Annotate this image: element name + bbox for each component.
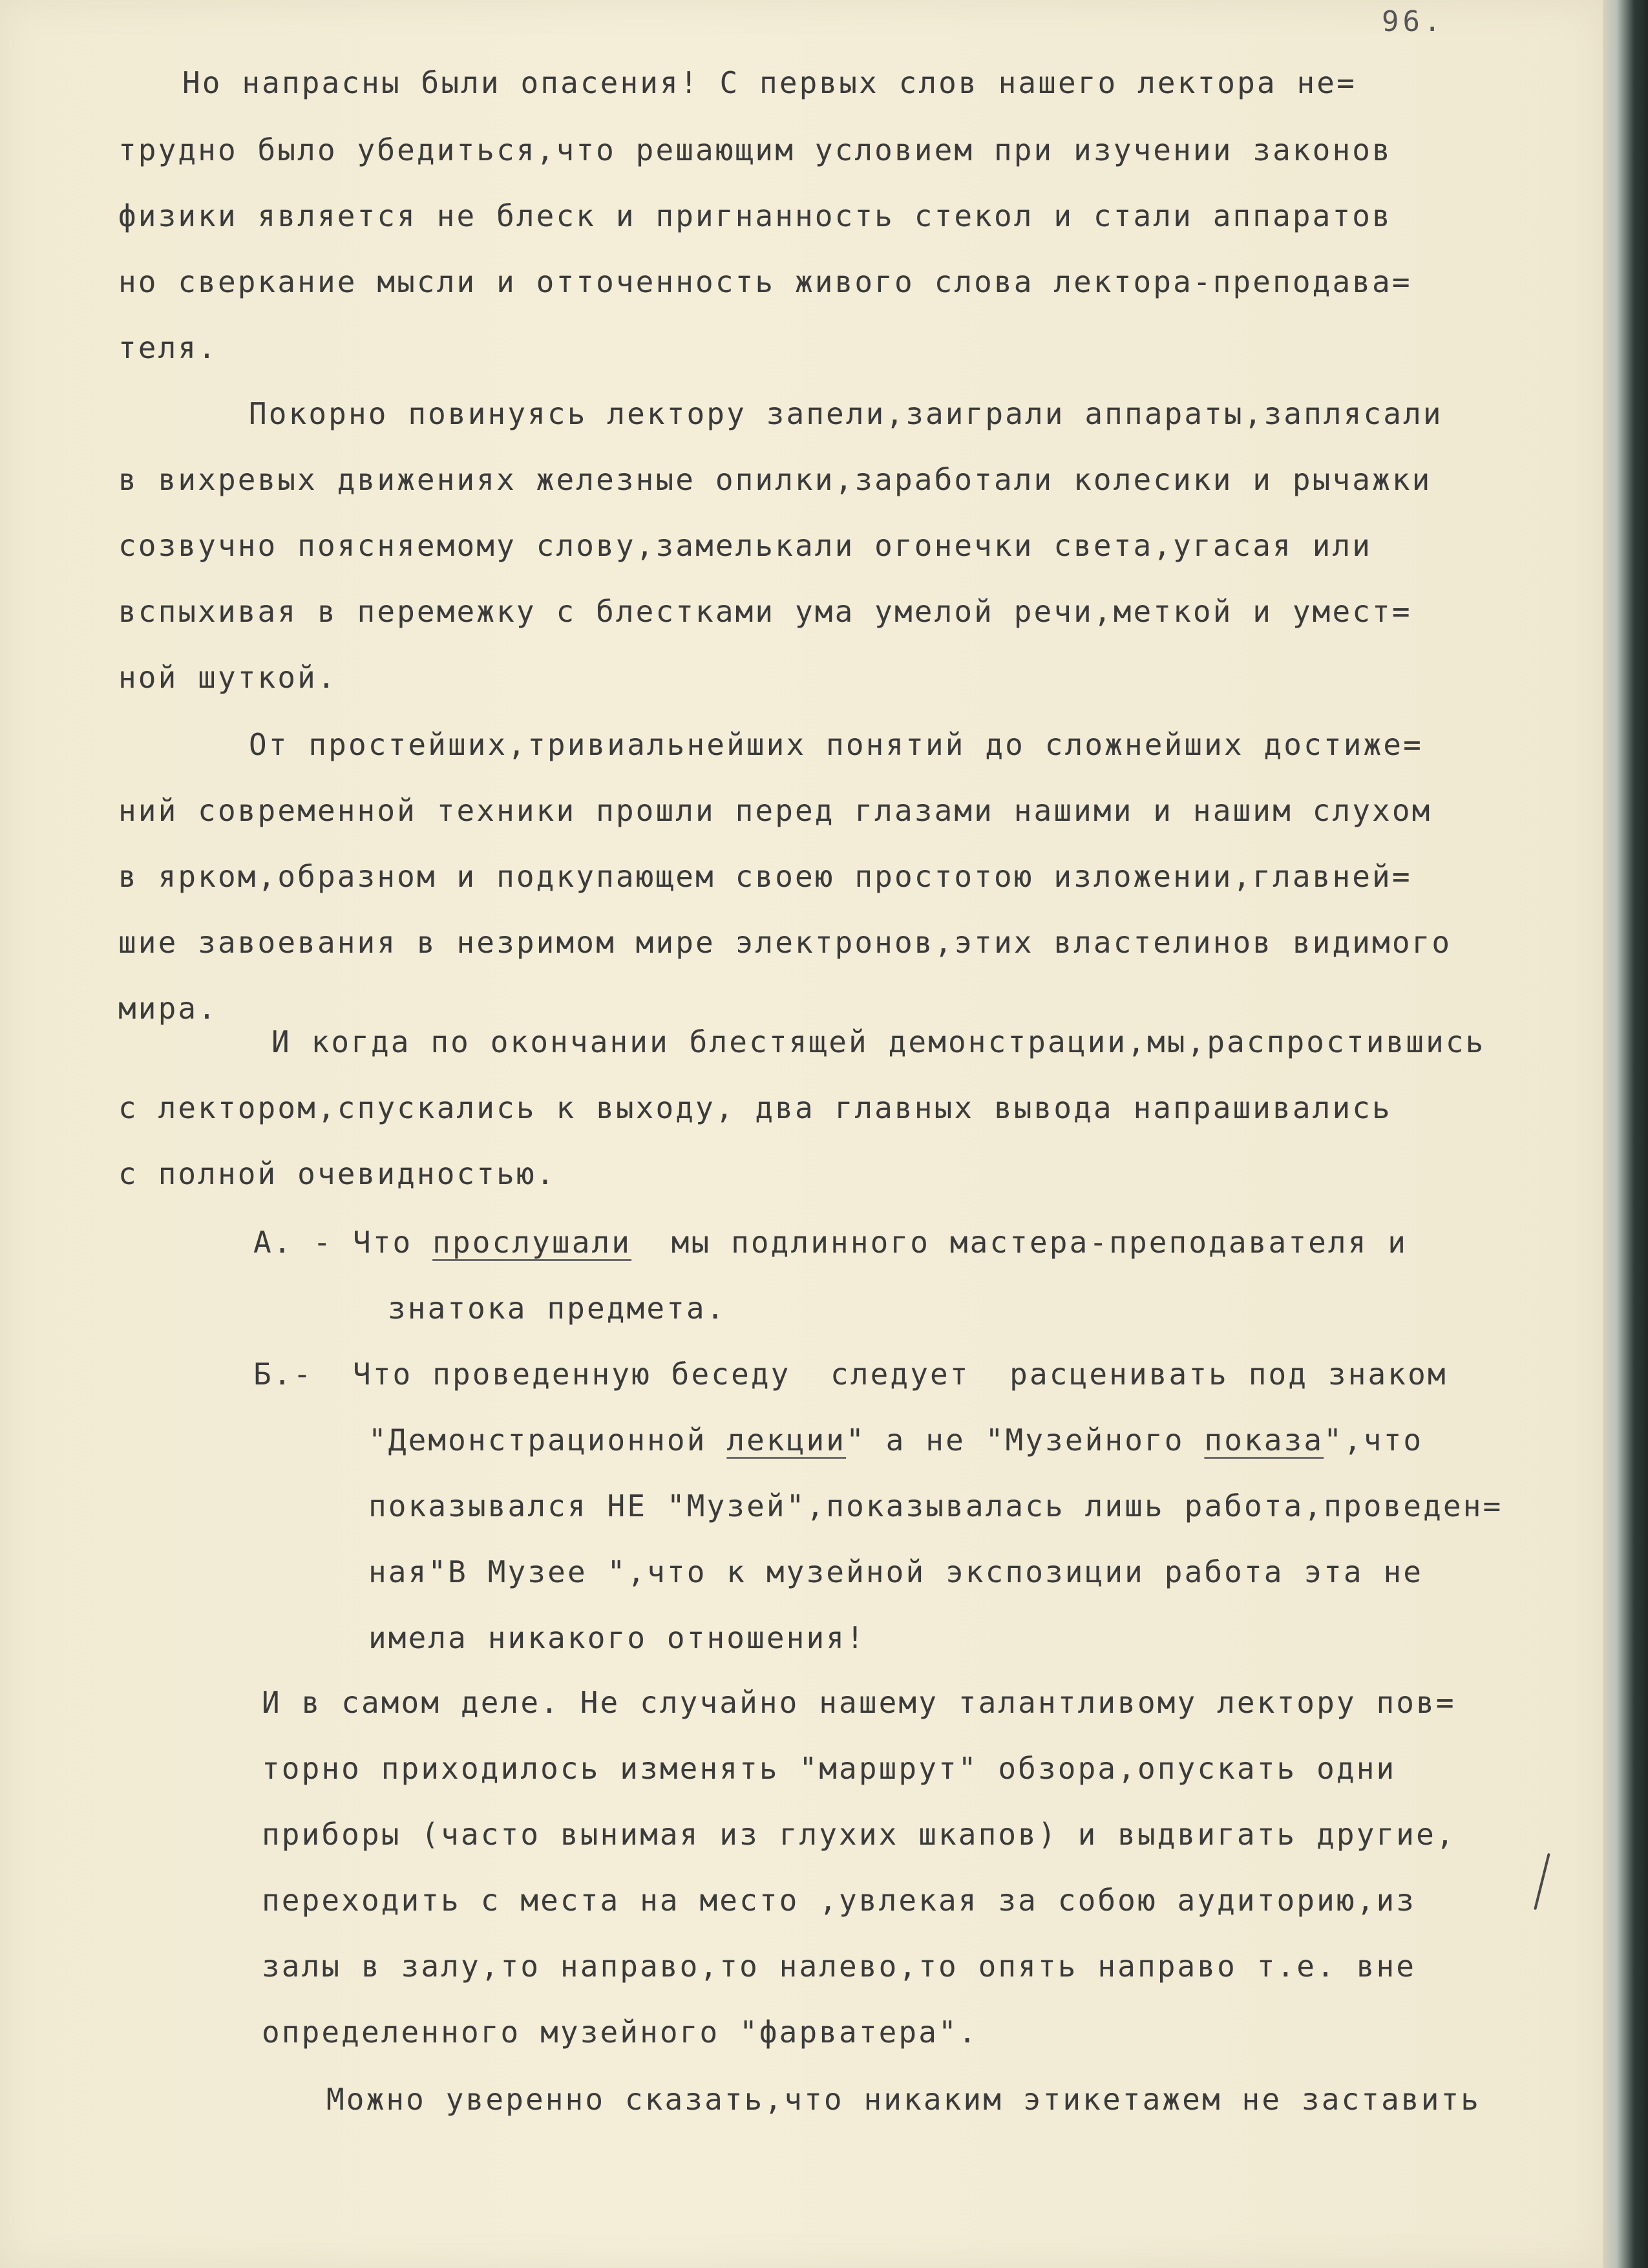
text-line	[262, 1816, 1456, 1852]
text-line	[118, 132, 1392, 168]
text-line	[368, 1488, 1503, 1524]
text-segment: Можно уверенно сказать,что никаким этикетажем не заставить	[326, 2082, 1481, 2117]
text-segment: знатока предмета.	[388, 1291, 726, 1326]
text-segment: созвучно поясняемому слову,замелькали огонечки света,угасая или	[118, 528, 1373, 563]
text-line	[326, 2081, 1481, 2117]
text-line	[118, 990, 218, 1026]
text-line	[118, 659, 337, 695]
text-segment: переходить с места на место ,увлекая за собою аудиторию,из	[262, 1883, 1417, 1918]
page-edge-background	[1603, 0, 1648, 2268]
text-line	[182, 65, 1357, 101]
text-line	[253, 1224, 1408, 1260]
text-line	[118, 527, 1372, 564]
underlined-word: лекции	[726, 1423, 847, 1457]
text-segment: вспыхивая в перемежку с блестками ума умелой речи,меткой и умест=	[118, 594, 1412, 629]
text-segment: имела никакого отношения!	[368, 1620, 866, 1655]
text-line	[118, 1156, 556, 1192]
text-segment: мира.	[118, 991, 218, 1026]
text-line	[262, 1684, 1456, 1721]
text-segment: в ярком,образном и подкупающем своею простотою изложении,главней=	[118, 859, 1412, 894]
text-segment: ная"В Музее ",что к музейной экспозиции работа эта не	[368, 1554, 1424, 1589]
text-segment: Покорно повинуясь лектору запели,заиграли аппараты,заплясали	[249, 396, 1443, 431]
text-line	[249, 396, 1443, 432]
text-segment: определенного музейного "фарватера".	[262, 2015, 978, 2050]
text-line	[118, 858, 1412, 895]
text-segment: приборы (часто вынимая из глухих шкапов) и выдвигать другие,	[262, 1817, 1456, 1852]
text-line	[118, 198, 1392, 234]
text-line	[388, 1290, 726, 1326]
text-line	[271, 1024, 1485, 1060]
text-line	[368, 1422, 1423, 1458]
text-segment: ний современной техники прошли перед глазами нашими и нашим слухом	[118, 793, 1432, 828]
text-segment: показывался НЕ "Музей",показывалась лишь работа,проведен=	[368, 1489, 1503, 1523]
text-segment: физики является не блеск и пригнанность стекол и стали аппаратов	[118, 198, 1392, 233]
text-segment: А. - Что	[253, 1225, 433, 1260]
text-line	[118, 593, 1412, 630]
text-segment: И в самом деле. Не случайно нашему талантливому лектору пов=	[262, 1685, 1456, 1720]
text-segment: теля.	[118, 330, 218, 365]
text-segment: " а не "Музейного	[846, 1423, 1205, 1457]
text-line	[118, 1090, 1392, 1126]
text-segment: торно приходилось изменять "маршрут" обзора,опускать одни	[262, 1751, 1397, 1786]
text-line	[262, 1882, 1416, 1918]
text-segment: И когда по окончании блестящей демонстрации,мы,распростившись	[271, 1024, 1486, 1059]
text-segment: Б.- Что проведенную беседу следует расценивать под знаком	[253, 1357, 1448, 1392]
text-line	[368, 1554, 1423, 1590]
text-line	[262, 1948, 1416, 1984]
text-segment: мы подлинного мастера-преподавателя и	[631, 1225, 1408, 1260]
text-segment: Но напрасны были опасения! С первых слов нашего лектора не=	[182, 65, 1357, 100]
text-line	[118, 792, 1431, 829]
underlined-word: прослушали	[432, 1225, 632, 1260]
text-line	[118, 461, 1431, 498]
text-line	[262, 2014, 978, 2050]
text-line	[368, 1620, 866, 1656]
text-segment: с полной очевидностью.	[118, 1156, 556, 1191]
underlined-word: показа	[1204, 1423, 1324, 1457]
page-number: 96.	[1382, 5, 1445, 38]
text-segment: в вихревых движениях железные опилки,заработали колесики и рычажки	[118, 462, 1432, 497]
text-segment: залы в залу,то направо,то налево,то опять направо т.е. вне	[262, 1949, 1417, 1984]
text-segment: трудно было убедиться,что решающим условием при изучении законов	[118, 132, 1392, 167]
text-line	[262, 1750, 1396, 1786]
text-line	[253, 1356, 1448, 1392]
text-segment: "Демонстрационной	[368, 1423, 727, 1457]
text-segment: От простейших,тривиальнейших понятий до сложнейших достиже=	[249, 727, 1423, 762]
text-segment: шие завоевания в незримом мире электронов,этих властелинов видимого	[118, 925, 1452, 960]
text-line	[249, 726, 1423, 763]
text-segment: но сверкание мысли и отточенность живого слова лектора-преподава=	[118, 264, 1412, 299]
text-line	[118, 264, 1412, 300]
text-segment: с лектором,спускались к выходу, два главных вывода напрашивались	[118, 1090, 1392, 1125]
text-line	[118, 330, 218, 366]
text-segment: ной шуткой.	[118, 660, 337, 695]
text-segment: ",что	[1324, 1423, 1424, 1457]
text-line	[118, 924, 1452, 960]
